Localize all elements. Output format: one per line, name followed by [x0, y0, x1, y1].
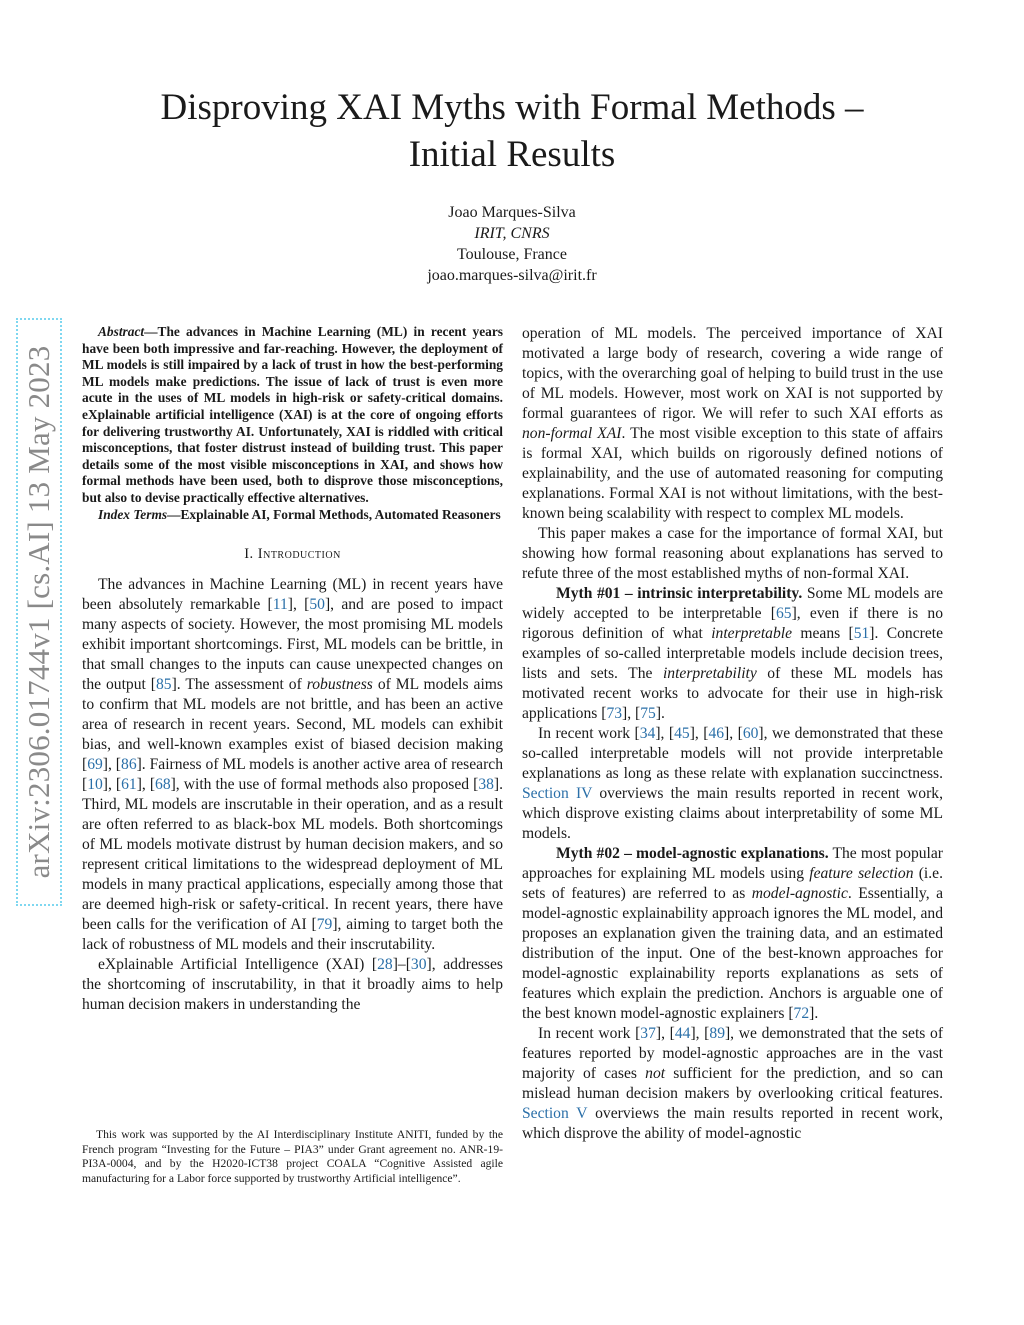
citation-link[interactable]: 28 [377, 956, 393, 974]
intro-paragraph-1: The advances in Machine Learning (ML) in recent years have been absolutely remarkable [11], [50], and are posed to impact many aspects of society. However, the most promising ML models exhibit important shortcomings. First, ML models can be brittle, in that small changes to the inputs can cause unexpected changes on the output [85]. The assessment of robustness of ML models aims to confirm that ML models are not brittle, and has been an active area of research in recent years. Second, ML models can exhibit bias, and well-known examples exist of biased decision making [69], [86]. Fairness of ML models is another active area of research [10], [61], [68], with the use of formal methods also proposed [38]. Third, ML models are inscrutable in their operation, and as a result are often referred to as black-box ML models. Both shortcomings of ML models motivate distrust by human decision makers, and so represent critical limitations to the widespread deployment of ML models in many practical applications, especially among those that are deemed high-risk or safety-critical. In recent years, there have been calls for the verification of AI [79], aiming to target both the lack of robustness of ML models and their inscrutability. [82, 576, 504, 954]
citation-link[interactable]: 44 [674, 1025, 691, 1042]
citation-link[interactable]: 51 [853, 625, 870, 642]
citation-link[interactable]: 10 [87, 776, 103, 794]
citation-link[interactable]: 30 [410, 956, 427, 974]
section-heading-introduction: I. Introduction [244, 546, 341, 563]
citation-link[interactable]: 69 [87, 756, 103, 774]
citation-link[interactable]: 60 [742, 725, 759, 742]
intro-paragraph-2: eXplainable Artificial Intelligence (XAI) [28]–[30], addresses the shortcoming of inscrutability, in that it broadly aims to help human decision makers in understanding the [82, 956, 503, 1014]
citation-link[interactable]: 72 [793, 1005, 810, 1022]
index-terms-label: Index Terms [98, 506, 168, 522]
citation-link[interactable]: 65 [776, 605, 792, 622]
citation-link[interactable]: 75 [640, 705, 656, 722]
citation-link[interactable]: 38 [478, 776, 494, 794]
abstract-text: —The advances in Machine Learning (ML) in recent years have been both impressive and far-reaching. However, the deployment of ML models is still impaired by a lack of trust in how the best-performing ML models make predictions. The issue of lack of trust is even more acute in the uses of ML models in high-risk or safety-critical domains. eXplainable artificial intelligence (XAI) is at the core of ongoing efforts for delivering trustworthy AI. Unfortunately, XAI is riddled with critical misconceptions, that foster distrust instead of building trust. This paper details some of the most visible misconceptions in XAI, and shows how formal methods have been used, both to disprove those misconceptions, but also to devise practically effective alternatives. [82, 324, 503, 505]
citation-link[interactable]: 89 [709, 1025, 725, 1042]
citation-link[interactable]: 73 [606, 705, 623, 722]
section-v-link[interactable]: Section V [522, 1105, 588, 1122]
title-line-2: Initial Results [408, 134, 616, 175]
left-column [82, 324, 503, 1015]
citation-link[interactable]: 37 [640, 1025, 656, 1042]
arxiv-stamp-text: arXiv:2306.01744v1 [cs.AI] 13 May 2023 [21, 345, 56, 879]
abstract [82, 324, 503, 507]
citation-link[interactable]: 11 [272, 596, 288, 614]
index-terms [82, 507, 503, 524]
citation-link[interactable]: 79 [316, 916, 333, 934]
citation-link[interactable]: 50 [309, 596, 325, 614]
section-iv-link[interactable]: Section IV [522, 785, 593, 802]
citation-link[interactable]: 45 [674, 725, 690, 742]
right-column [522, 324, 943, 1144]
myth-2-recent-work: In recent work [37], [44], [89], we demonstrated that the sets of features reported by model-agnostic approaches are in the vast majority of cases not sufficient for the prediction, and so can mislead human decision makers by overlooking critical features. Section V overviews the main results reported in recent work, which disprove the ability of model-agnostic [522, 1025, 944, 1142]
author-name: Joao Marques-Silva [448, 204, 576, 221]
citation-link[interactable]: 85 [156, 676, 172, 694]
myth-1-heading: Myth #01 – intrinsic interpretability. [556, 585, 803, 602]
myth-1-paragraph: Myth #01 – intrinsic interpretability. Some ML models are widely accepted to be interpretable [65], even if there is no rigorous definition of what interpretable means [51]. Concrete examples of so-called interpretable models include decision trees, lists and sets. The interpretability of these ML models has motivated recent works to advocate for their use in high-risk applications [73], [75]. [522, 585, 943, 722]
intro-paragraph-3: This paper makes a case for the importance of formal XAI, but showing how formal reasoning about explanations has served to refute three of the most established myths of non-formal XAI. [522, 525, 943, 582]
author-email: joao.marques-silva@irit.fr [427, 267, 597, 284]
arxiv-stamp[interactable] [16, 318, 62, 906]
footnote: This work was supported by the AI Interdisciplinary Institute ANITI, funded by the French program “Investing for the Future – PIA3” under Grant agreement no. ANR-19-PI3A-0004, and by the H2020-ICT38 project COALA “Cognitive Assisted agile manufacturing for a Labor force supported by trustworthy Artificial intelligence”. [82, 1128, 503, 1185]
author-affiliation: IRIT, CNRS [474, 225, 550, 242]
intro-paragraph-2-continued: operation of ML models. The perceived importance of XAI motivated a large body of research, covering a wide range of topics, with the overarching goal of helping to build trust in the use of ML models. However, most work on XAI is not supported by formal guarantees of rigor. We will refer to such XAI efforts as non-formal XAI. The most visible exception to this state of affairs is formal XAI, which builds on rigorously defined notions of explainability, and the use of automated reasoning for computing explanations. Formal XAI is not without limitations, with the best-known being scalability with respect to complex ML models. [522, 325, 943, 522]
citation-link[interactable]: 46 [708, 725, 725, 742]
author-block [0, 202, 1024, 286]
myth-2-paragraph: Myth #02 – model-agnostic explanations. The most popular approaches for explaining ML models using feature selection (i.e. sets of features) are referred to as model-agnostic. Essentially, a model-agnostic explainability approach ignores the ML model, and proposes an explanation given the training data, and an estimated distribution of the input. One of the best-known approaches for model-agnostic explainability reports explanations as sets of features which explain the prediction. Anchors is arguable one of the best known model-agnostic explainers [72]. [522, 845, 943, 1022]
myth-1-recent-work: In recent work [34], [45], [46], [60], we demonstrated that these so-called interpretable models will not provide interpretable explanations as long as these relate with explanation succinctness. Section IV overviews the main results reported in recent work, which disprove existing claims about interpretability of some ML models. [522, 725, 943, 842]
index-terms-text: —Explainable AI, Formal Methods, Automated Reasoners [167, 506, 501, 522]
author-location: Toulouse, France [457, 246, 567, 263]
abstract-label: Abstract [98, 324, 145, 339]
myth-2-heading: Myth #02 – model-agnostic explanations. [556, 845, 829, 862]
citation-link[interactable]: 34 [639, 725, 656, 742]
citation-link[interactable]: 68 [155, 776, 171, 794]
citation-link[interactable]: 61 [121, 776, 137, 794]
citation-link[interactable]: 86 [121, 756, 137, 774]
paper-title [0, 84, 1024, 178]
title-line-1: Disproving XAI Myths with Formal Methods – [160, 87, 864, 128]
